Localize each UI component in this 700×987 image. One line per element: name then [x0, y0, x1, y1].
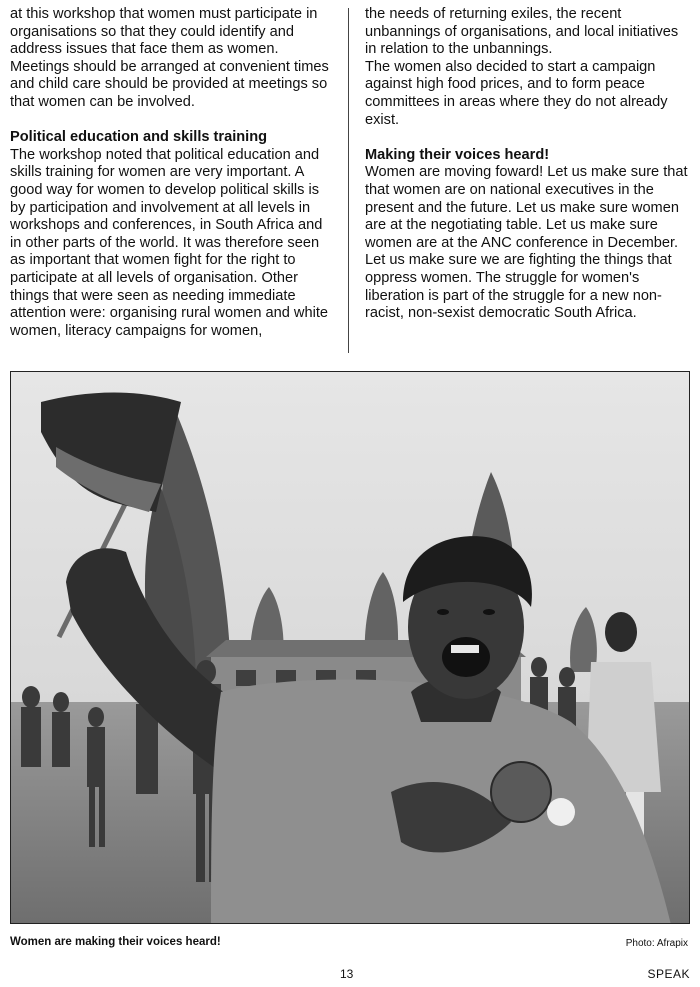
- heading-making-voices-heard: Making their voices heard!: [365, 146, 550, 163]
- left-paragraph-1: at this workshop that women must participate in organisations so that they could identify and address issues that face them as women. Meetings should be arranged at convenient times and child care should be provided at meetings so that women can be involved.: [10, 6, 329, 110]
- right-column: [365, 6, 693, 323]
- rally-photo-illustration: [11, 372, 690, 924]
- left-paragraph-2: The workshop noted that political education and skills training for women are very important. A good way for women to develop political skills is by participation and involvement at all levels in workshops and conferences, in South Africa and in other parts of the world. It was therefore seen as important that women fight for the right to participate at all levels of organisation. Other things that were seen as needing immediate attention were: organising rural women and white women, literacy campaigns for women,: [10, 146, 328, 339]
- heading-political-education: Political education and skills training: [10, 129, 268, 146]
- right-paragraph-3: Women are moving foward! Let us make sure that that women are on national executives in the present and the future. Let us make sure women are at the negotiating table. Let us make sure women are at the ANC conference in December. Let us make sure we are fighting the things that oppress women. The struggle for women's liberation is part of the struggle for a new non-racist, non-sexist democratic South Africa.: [365, 164, 688, 322]
- right-paragraph-2: The women also decided to start a campaign against high food prices, and to form peace committees in areas where they do not already exist.: [365, 58, 668, 128]
- rally-photo: [10, 371, 690, 924]
- page-number: 13: [340, 967, 354, 981]
- right-paragraph-1: the needs of returning exiles, the recent unbannings of organisations, and local initiatives in relation to the unbannings.: [365, 6, 679, 58]
- magazine-name: SPEAK: [647, 967, 690, 981]
- photo-caption: Women are making their voices heard!: [10, 936, 221, 948]
- column-divider: [348, 8, 349, 353]
- left-column: [10, 6, 335, 340]
- photo-credit: Photo: Afrapix: [625, 938, 688, 949]
